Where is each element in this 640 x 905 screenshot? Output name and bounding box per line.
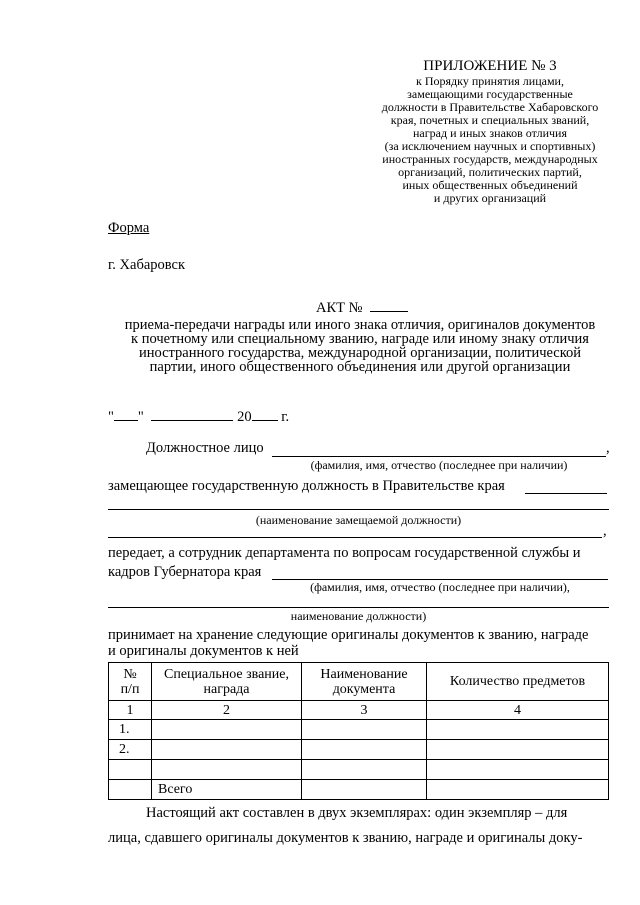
table-cell: 2. bbox=[109, 740, 152, 760]
table-cell bbox=[109, 760, 152, 780]
table-cell: 3 bbox=[302, 701, 427, 720]
table-cell[interactable] bbox=[427, 740, 609, 760]
date-line bbox=[108, 406, 289, 426]
act-subtitle bbox=[100, 318, 620, 374]
header-title: Специальное звание, награда bbox=[152, 663, 302, 701]
table-total-row bbox=[109, 780, 609, 800]
official-name-field[interactable] bbox=[272, 456, 606, 457]
act-title-text: АКТ № bbox=[316, 300, 363, 316]
header-document: Наименование документа bbox=[302, 663, 427, 701]
table-cell: 4 bbox=[427, 701, 609, 720]
act-subtitle-line: иностранного государства, международной организации, политической bbox=[138, 345, 582, 361]
position-caption: (наименование замещаемой должности) bbox=[255, 513, 462, 527]
act-title bbox=[316, 297, 408, 317]
act-subtitle-line: партии, иного общественного объединения или другой организации bbox=[149, 359, 571, 375]
date-year-prefix: 20 bbox=[237, 409, 252, 425]
table-row bbox=[109, 760, 609, 780]
employee-position-caption: наименование должности) bbox=[290, 609, 427, 623]
closing-line-1: Настоящий акт составлен в двух экземплярах: один экземпляр – для bbox=[146, 805, 568, 821]
table-cell: 1. bbox=[109, 720, 152, 740]
appendix-line: должности в Правительстве Хабаровского bbox=[381, 100, 599, 114]
form-label: Форма bbox=[108, 220, 150, 236]
appendix-line: (за исключением научных и спортивных) bbox=[384, 139, 596, 153]
table-cell[interactable] bbox=[152, 740, 302, 760]
position-field-1[interactable] bbox=[525, 493, 607, 494]
position-comma: , bbox=[603, 523, 607, 539]
table-cell[interactable] bbox=[302, 720, 427, 740]
closing-line-2: лица, сдавшего оригиналы документов к званию, награде и оригиналы доку- bbox=[108, 830, 583, 846]
total-label: Всего bbox=[152, 780, 302, 800]
documents-table bbox=[108, 662, 609, 800]
table-cell[interactable] bbox=[302, 780, 427, 800]
appendix-line: замещающими государственные bbox=[407, 87, 573, 101]
table-cell[interactable] bbox=[152, 720, 302, 740]
official-caption: (фамилия, имя, отчество (последнее при наличии) bbox=[310, 458, 568, 472]
appendix-line: наград и иных знаков отличия bbox=[413, 126, 567, 140]
position-label: замещающее государственную должность в Правительстве края bbox=[108, 478, 505, 494]
accepts-line-2: и оригиналы документов к ней bbox=[108, 643, 299, 659]
date-year-field[interactable] bbox=[252, 406, 278, 421]
act-number-field[interactable] bbox=[370, 297, 408, 312]
table-cell[interactable] bbox=[427, 720, 609, 740]
header-number: № п/п bbox=[109, 663, 152, 701]
appendix-block bbox=[360, 58, 620, 205]
table-cell[interactable] bbox=[427, 760, 609, 780]
appendix-line: иностранных государств, международных bbox=[382, 152, 598, 166]
table-row bbox=[109, 720, 609, 740]
table-row bbox=[109, 740, 609, 760]
table-cell bbox=[109, 780, 152, 800]
transfer-line-2: кадров Губернатора края bbox=[108, 564, 262, 580]
table-cell: 1 bbox=[109, 701, 152, 720]
employee-position-field[interactable] bbox=[108, 607, 609, 608]
city-label: г. Хабаровск bbox=[108, 257, 186, 273]
date-quote-open: " bbox=[108, 409, 114, 425]
table-cell: 2 bbox=[152, 701, 302, 720]
date-month-field[interactable] bbox=[151, 406, 233, 421]
act-subtitle-line: приема-передачи награды или иного знака отличия, оригиналов документов bbox=[124, 317, 596, 333]
employee-caption: (фамилия, имя, отчество (последнее при наличии), bbox=[310, 580, 570, 594]
accepts-line-1: принимает на хранение следующие оригиналы документов к званию, награде bbox=[108, 627, 589, 643]
table-cell[interactable] bbox=[427, 780, 609, 800]
date-quote-close: " bbox=[137, 409, 144, 425]
appendix-line: иных общественных объединений bbox=[402, 178, 578, 192]
appendix-line: края, почетных и специальных званий, bbox=[390, 113, 590, 127]
date-day-field[interactable] bbox=[114, 406, 138, 421]
appendix-line: и других организаций bbox=[433, 191, 547, 205]
header-quantity: Количество предметов bbox=[427, 663, 609, 701]
act-subtitle-line: к почетному или специальному званию, награде или иному знаку отличия bbox=[131, 331, 589, 347]
table-cell[interactable] bbox=[302, 760, 427, 780]
appendix-heading: ПРИЛОЖЕНИЕ № 3 bbox=[423, 58, 557, 74]
official-label: Должностное лицо bbox=[146, 440, 264, 456]
date-year-suffix: г. bbox=[281, 409, 290, 425]
transfer-line-1: передает, а сотрудник департамента по вопросам государственной службы и bbox=[108, 545, 581, 561]
position-field-2[interactable] bbox=[108, 509, 609, 510]
table-header-row bbox=[109, 663, 609, 701]
table-cell[interactable] bbox=[302, 740, 427, 760]
table-numbering-row bbox=[109, 701, 609, 720]
appendix-line: к Порядку принятия лицами, bbox=[416, 74, 564, 88]
official-comma: , bbox=[606, 440, 610, 456]
position-field-3[interactable] bbox=[108, 537, 602, 538]
table-cell[interactable] bbox=[152, 760, 302, 780]
appendix-line: организаций, политических партий, bbox=[398, 165, 582, 179]
